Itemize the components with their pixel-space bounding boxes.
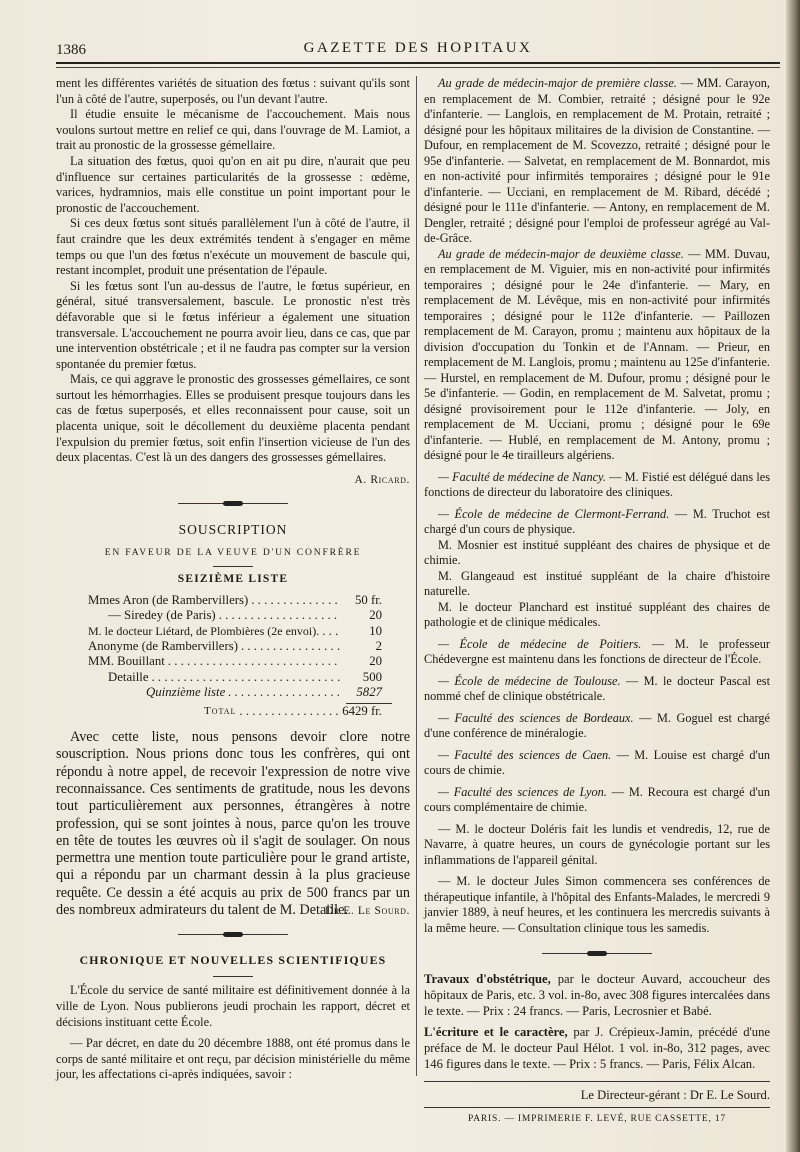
- donor-row: [88, 654, 382, 669]
- news-paragraph: [424, 785, 770, 816]
- news-paragraph: [424, 538, 770, 569]
- section-separator: [178, 927, 288, 943]
- news-paragraph: [424, 600, 770, 631]
- paragraph-lead: — École de médecine de Clermont-Ferrand.: [438, 506, 670, 521]
- book-title: Travaux d'obstétrique,: [424, 972, 551, 986]
- paragraph-text: — M. Goguel est chargé d'une conférence de minéralogie.: [424, 710, 770, 740]
- paragraph-lead: — Faculté des sciences de Bordeaux.: [438, 710, 634, 725]
- chronique-title: CHRONIQUE ET NOUVELLES SCIENTIFIQUES: [79, 953, 387, 968]
- article-paragraph: La situation des fœtus, quoi qu'on en ait pu dire, n'aurait que peu d'influence sur certaines particularités de la grossesse : œdème, varices, hydramnios, mais elle constitue un point important pour le pronostic de l'accouchement.: [56, 153, 410, 215]
- donor-amount: 20: [369, 654, 382, 669]
- paragraph-text: M. Mosnier est institué suppléant des chaires de physique et de chimie.: [424, 537, 770, 567]
- short-rule: [213, 566, 253, 567]
- journal-title: GAZETTE DES HOPITAUX: [303, 40, 533, 56]
- donor-name: Detaille: [108, 669, 149, 684]
- total-amount: 6429 fr.: [342, 703, 382, 718]
- column-divider: [416, 76, 417, 1076]
- donor-name: Quinzième liste: [146, 685, 226, 700]
- section-separator: [542, 946, 652, 962]
- donor-name: M. le docteur Liétard, de Plombières (2e envoi).: [88, 623, 320, 638]
- header-rule-thin: [56, 67, 780, 68]
- subscription-title: SOUSCRIPTION: [178, 521, 288, 537]
- book-title: L'écriture et le caractère,: [424, 1025, 568, 1040]
- subscription-subtitle: EN FAVEUR DE LA VEUVE D'UN CONFRÈRE: [104, 546, 362, 558]
- paragraph-text: — M. Fistié est délégué dans les fonctions de directeur du laboratoire des cliniques.: [424, 469, 770, 499]
- donor-amount: 10: [369, 623, 382, 638]
- donor-row: [88, 685, 382, 700]
- paragraph-text: — M. le docteur Pascal est nommé chef de clinique obstétricale.: [424, 673, 770, 703]
- donor-row: [88, 639, 382, 654]
- news-paragraph: [424, 569, 770, 600]
- closing-paragraph: Avec cette liste, nous pensons devoir clore notre souscription. Nous prions donc tous les confrères, qui ont répondu à notre appel, de recevoir l'expression de notre vive reconnaissance. Ces sentiments de gratitude, nous les devons tout particulièrement aux personnes, étrangères à notre profession, qui se sont jointes à nous, parce qu'on les trouve en tête de toutes les œuvres où il s'agit de soulager. On nous permettra une mention toute particulière pour le grand artiste, qui a répondu par un charmant dessin à la plus gracieuse requête. Ce dessin a été acquis au prix de 500 francs par un des nombreux admirateurs du talent de M. Detaille.: [56, 729, 410, 919]
- book-notice: [424, 972, 770, 1019]
- list-title: SEIZIÈME LISTE: [177, 572, 289, 585]
- paragraph-text: — M. le professeur Chédevergne est maintenu dans les fonctions de directeur de l'École.: [424, 636, 770, 666]
- book-notice: [424, 1025, 770, 1072]
- donor-name: — Siredey (de Paris): [108, 608, 216, 623]
- donor-row: [88, 670, 382, 685]
- news-paragraph: [424, 711, 770, 742]
- paragraph-text: — M. Recoura est chargé d'un cours complémentaire de chimie.: [424, 784, 770, 814]
- page-edge-shadow: [786, 0, 800, 1152]
- news-paragraph: [424, 748, 770, 779]
- donor-list: [88, 593, 382, 719]
- news-paragraph: [424, 507, 770, 538]
- paragraph-text: — MM. Duvau, en remplacement de M. Viguier, mis en non-activité pour infirmités temporaires ; désigné pour le 24e d'infanterie. — Mary, en remplacement de M. Lévêque, mis en non-activité pour infirmités temporaires ; désigné pour le 112e d'infanterie. — Paillozen remplacement de M. Carayon, promu ; maintenu aux hôpitaux de la division d'occupation du Tonkin et de l'Annam. — Prieur, en remplacement de M. Langlois, promu ; maintenu au 125e d'infanterie. — Hurstel, en remplacement de M. Dufour, promu ; désigné pour le 5e d'infanterie. — Godin, en remplacement de M. Salvetat, promu ; désigné provisoirement pour le 112e d'infanterie. — Joly, en remplacement de M. Ucciani, promu ; désigné pour le 69e d'infanterie. — Hublé, en remplacement de M. Antony, promu ; désigné pour le 4e tirailleurs algériens.: [424, 246, 770, 462]
- news-paragraph: [424, 822, 770, 869]
- printer-line: PARIS. — IMPRIMERIE F. LEVÉ, RUE CASSETTE, 17: [468, 1113, 726, 1124]
- paragraph-lead: — Faculté des sciences de Lyon.: [438, 784, 607, 799]
- subscription-signature: Dr E. Le Sourd.: [324, 905, 410, 918]
- article-paragraph: Si les fœtus sont l'un au-dessus de l'autre, le fœtus supérieur, en général, situé transversalement, bascule. Le pronostic n'est très défavorable que si le fœtus inférieur a également une situation transversale. L'accouchement ne pourra avoir lieu, dans ce cas, que par une intervention obstétricale ; et il ne faudra pas compter sur la version spontanée du premier fœtus.: [56, 278, 410, 371]
- donor-row: [88, 624, 382, 639]
- paragraph-text: — MM. Carayon, en remplacement de M. Combier, retraité ; désigné pour le 92e d'infanterie. — Langlois, en remplacement de M. Protain, retraité ; désigné pour les hôpitaux militaires de la division de Constantine. — Dufour, en remplacement de M. Scovezzo, retraité ; désigné pour le 95e d'infanterie. — Salvetat, en remplacement de M. Bonnardot, mis en non-activité pour infirmités temporaires ; désigné pour le 91e d'infanterie. — Ucciani, en remplacement de M. Ribard, décédé ; désigné pour le 111e d'infanterie. — Antony, en remplacement de M. Dengler, retraité ; désigné pour l'emploi de professeur agrégé au Val-de-Grâce.: [424, 76, 770, 245]
- news-paragraph: [424, 874, 770, 936]
- article-paragraph: ment les différentes variétés de situation des fœtus : suivant qu'ils sont l'un à côté de l'autre, superposés, ou l'un devant l'autre.: [56, 76, 410, 106]
- donor-row: [88, 608, 382, 623]
- news-paragraph: [424, 674, 770, 705]
- paragraph-lead: — Faculté des sciences de Caen.: [438, 747, 612, 762]
- news-paragraph: [424, 470, 770, 501]
- total-label: Total: [204, 704, 237, 717]
- page-header: [56, 36, 780, 76]
- paragraph-text: — M. Louise est chargé d'un cours de chimie.: [424, 747, 770, 777]
- article-paragraph: Mais, ce qui aggrave le pronostic des grossesses gémellaires, ce sont surtout les hémorrhagies. Elles se produisent presque toujours dans les cas de fœtus superposés, et elles reconnaissent pour cause, soit un placenta unique, soit le décollement du deuxième placenta pendant l'expulsion du premier fœtus, soit enfin l'insertion vicieuse de l'un des deux placentas. C'est là un des dangers des grossesses gémellaires.: [56, 372, 410, 465]
- donor-amount: 50 fr.: [354, 592, 382, 607]
- footer-rule: [424, 1107, 770, 1108]
- chronique-paragraph: — Par décret, en date du 20 décembre 1888, ont été promus dans le corps de santé militaire et ont reçu, par décision ministérielle du même jour, les affectations ci-après indiquées, savoir :: [56, 1036, 410, 1082]
- article-paragraph: Il étudie ensuite le mécanisme de l'accouchement. Mais nous voulons surtout mettre en relief ce qui, dans l'ouvrage de M. Lamiot, a trait au pronostic de la grossesse gémellaire.: [56, 107, 410, 153]
- section-separator: [178, 496, 288, 512]
- article-signature: A. Ricard.: [354, 473, 410, 486]
- header-rule-thick: [56, 62, 780, 64]
- director-line: Le Directeur-gérant : Dr E. Le Sourd.: [580, 1087, 770, 1102]
- paragraph-lead: — École de médecine de Toulouse.: [438, 673, 621, 688]
- paragraph-text: — M. le docteur Doléris fait les lundis et vendredis, 12, rue de Navarre, à quatre heures, un cours de gynécologie portant sur les inflammations de l'appareil génital.: [424, 821, 770, 867]
- news-paragraph: [424, 637, 770, 668]
- paragraph-text: — M. Truchot est chargé d'un cours de physique.: [424, 506, 770, 536]
- book-details: par le docteur Auvard, accoucheur des hôpitaux de Paris, etc. 3 vol. in-8o, avec 308 figures intercalées dans le texte. — Prix : 24 francs. — Paris, Lecrosnier et Babé.: [424, 972, 770, 1018]
- donor-row: [88, 593, 382, 608]
- paragraph-text: M. Glangeaud est institué suppléant de la chaire d'histoire naturelle.: [424, 568, 770, 598]
- article-paragraph: Si ces deux fœtus sont situés parallèlement l'un à côté de l'autre, il faut craindre que les deux extrémités tendent à s'engager en même temps ou que l'un des fœtus n'exécute un mouvement de bascule qui, restant incomplet, produit une présentation de l'épaule.: [56, 216, 410, 278]
- paragraph-lead: Au grade de médecin-major de deuxième classe.: [438, 246, 684, 261]
- donor-name: Mmes Aron (de Rambervillers): [88, 592, 249, 607]
- paragraph-text: — M. le docteur Jules Simon commencera ses conférences de thérapeutique infantile, à l'hôpital des Enfants-Malades, le mercredi 9 janvier 1889, à neuf heures, et les continuera les mercredis suivants à la même heure. — Consultation clinique tous les samedis.: [424, 874, 770, 935]
- donor-amount: 5827: [356, 685, 382, 700]
- chronique-paragraph: L'École du service de santé militaire est définitivement donnée à la ville de Lyon. Nous publierons jeudi prochain les rapport, décret et décisions instituant cette École.: [56, 983, 410, 1029]
- short-rule: [213, 976, 253, 977]
- donor-name: Anonyme (de Rambervillers): [88, 639, 238, 654]
- appointment-paragraph: [424, 76, 770, 247]
- donor-amount: 500: [362, 669, 382, 684]
- appointment-paragraph: [424, 247, 770, 464]
- paragraph-lead: — Faculté de médecine de Nancy.: [438, 469, 606, 484]
- paragraph-lead: Au grade de médecin-major de première classe.: [438, 76, 677, 90]
- donor-name: MM. Bouillant: [88, 654, 165, 669]
- paragraph-lead: — École de médecine de Poitiers.: [438, 636, 642, 651]
- right-column: [424, 76, 770, 1124]
- left-column: [56, 76, 410, 1083]
- paragraph-text: M. le docteur Planchard est institué suppléant des chaires de pathologie et de clinique médicales.: [424, 599, 770, 629]
- total-row: [88, 704, 382, 719]
- book-details: par J. Crépieux-Jamin, précédé d'une préface de M. le docteur Paul Hélot. 1 vol. in-8o, 312 pages, avec 146 figures dans le texte. — Prix : 5 francs. — Paris, Félix Alcan.: [424, 1025, 770, 1071]
- donor-amount: 2: [375, 639, 382, 654]
- page-number: 1386: [56, 42, 86, 58]
- donor-amount: 20: [369, 608, 382, 623]
- footer-rule: [424, 1081, 770, 1082]
